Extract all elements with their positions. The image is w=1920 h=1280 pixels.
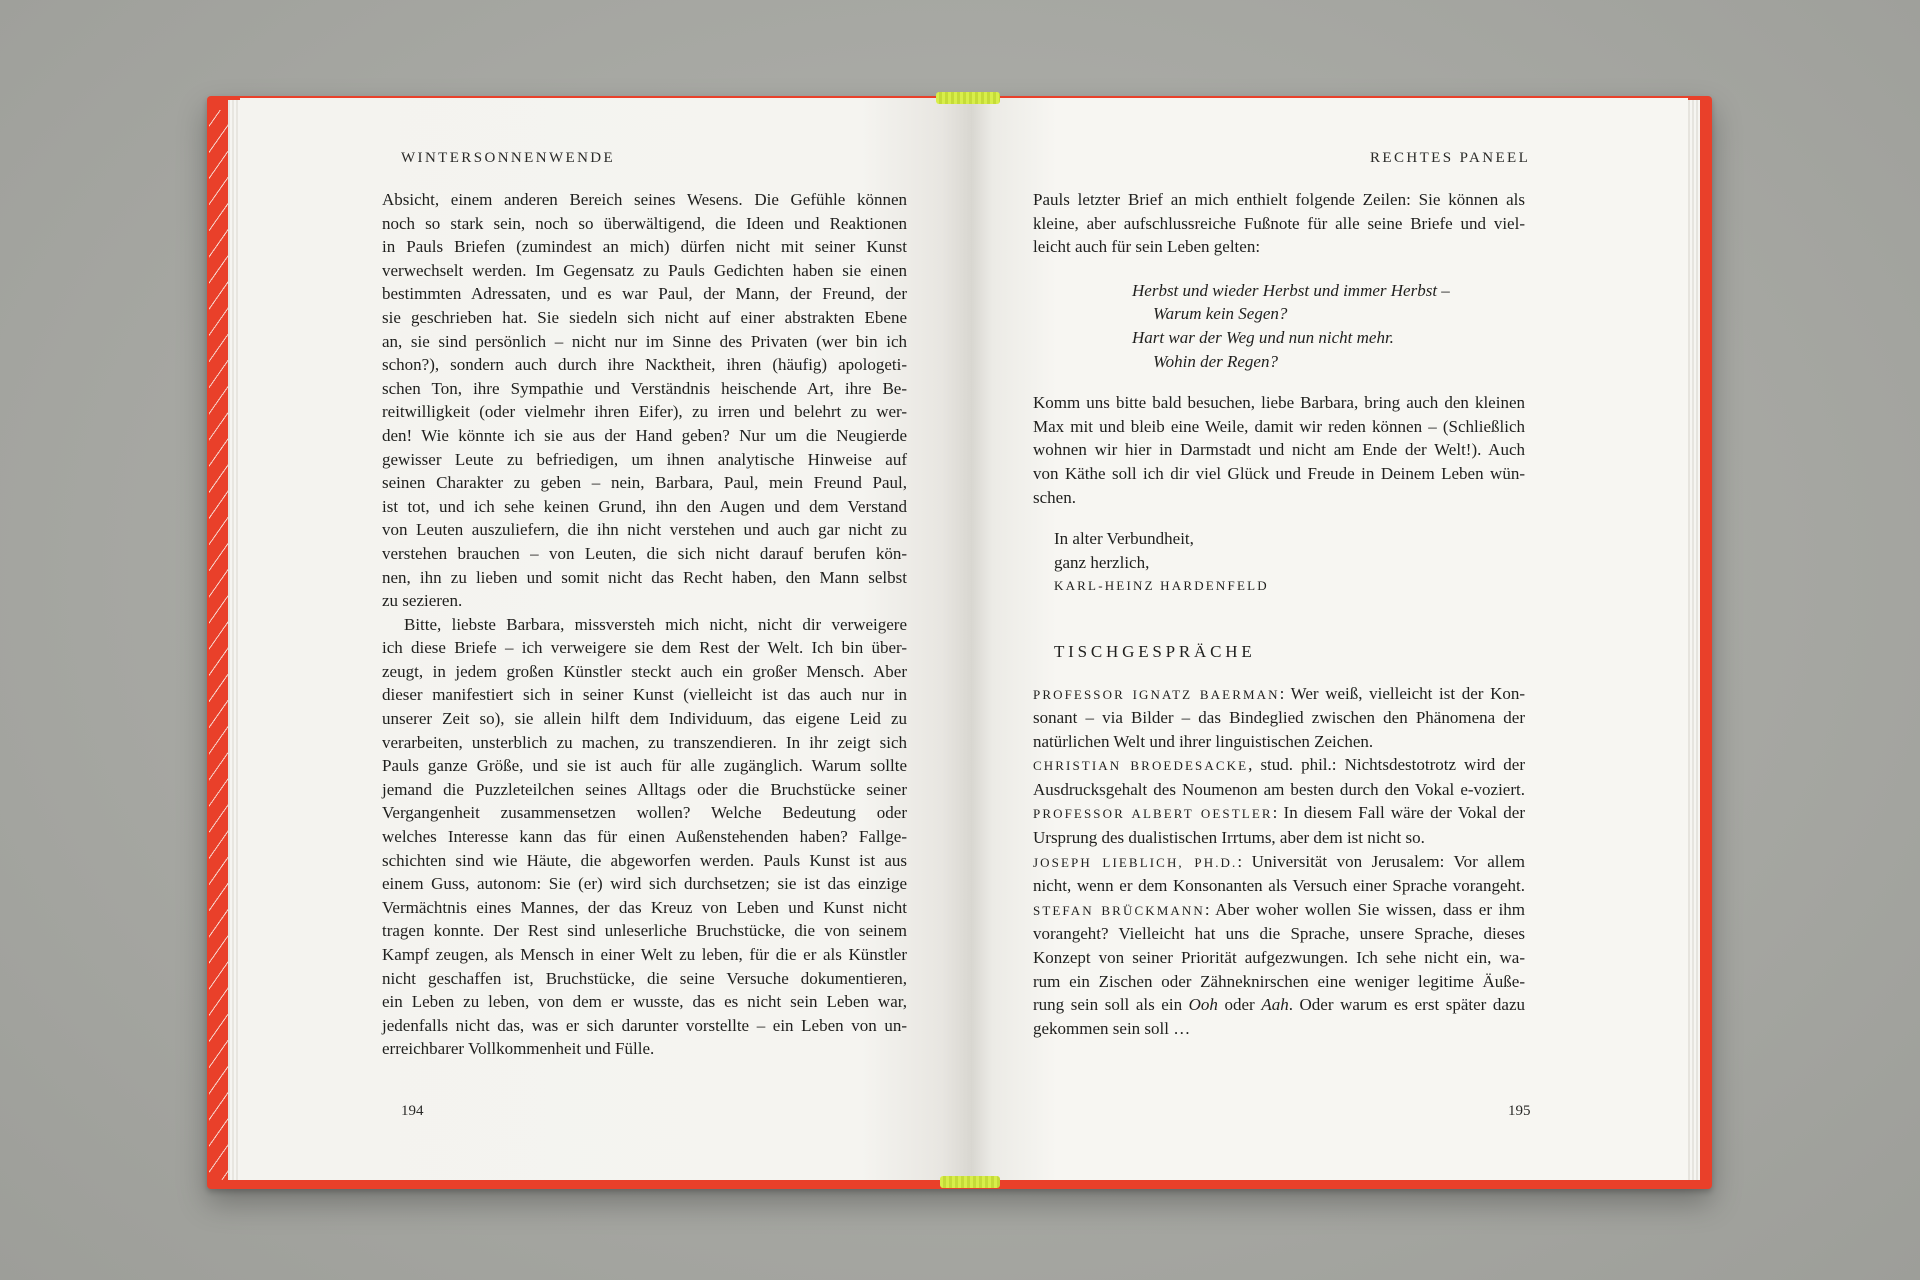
letter-signature: KARL-HEINZ HARDENFELD bbox=[1054, 578, 1269, 594]
text-line: Pauls letzter Brief an mich enthielt folgende Zeilen: Sie können als bbox=[1033, 190, 1525, 209]
text-line: verstehen brauchen – von Leuten, die sich nicht darauf berufen kön- bbox=[382, 543, 907, 563]
poem bbox=[1033, 279, 1525, 373]
text-line: welches Interesse kann das für einen Außenstehenden haben? Fallge- bbox=[382, 827, 907, 847]
text-line: leicht auch für sein Leben gelten: bbox=[1033, 237, 1261, 257]
text-line: jemand die Puzzleteilchen seines Alltags oder die Bruchstücke seiner bbox=[382, 779, 907, 799]
headband-bottom bbox=[940, 1176, 1000, 1188]
text-line: in Pauls Briefen (zumindest an mich) dürfen nicht mit seiner Kunst bbox=[382, 237, 907, 257]
text-line: einem Guss, autonom: Sie (er) wird sich durchsetzen; sie ist das einzige bbox=[382, 874, 907, 894]
text-line: schen. bbox=[1033, 487, 1076, 507]
left-body-text bbox=[382, 188, 907, 1061]
dialogue-line: PROFESSOR ALBERT OESTLER: In diesem Fall wäre der Vokal der bbox=[1033, 803, 1525, 823]
right-body-text bbox=[1033, 188, 1525, 1040]
dialogue-line: STEFAN BRÜCKMANN: Aber woher wollen Sie wissen, dass er ihm bbox=[1033, 899, 1525, 919]
poem-line: Hart war der Weg und nun nicht mehr. bbox=[1132, 327, 1394, 347]
text-line: Vergangenheit zusammensetzen wollen? Welche Bedeutung oder bbox=[382, 803, 907, 823]
dialogue-line: gekommen sein soll … bbox=[1033, 1018, 1191, 1038]
letter-closing bbox=[1033, 527, 1525, 598]
dialogue-line: PROFESSOR IGNATZ BAERMAN: Wer weiß, vielleicht ist der Kon- bbox=[1033, 683, 1526, 703]
right-page-number: 195 bbox=[1508, 1103, 1531, 1119]
text-line: ein Leben zu leben, von dem er wusste, das es nicht sein Leben war, bbox=[382, 992, 907, 1012]
text-line: Kampf zeugen, als Mensch in einer Welt zu leben, für die er als Künstler bbox=[382, 945, 907, 964]
speaker-name: JOSEPH LIEBLICH, PH.D. bbox=[1033, 854, 1238, 870]
speaker-name: STEFAN BRÜCKMANN bbox=[1033, 902, 1205, 918]
text-line: von Käthe soll ich dir viel Glück und Freude in Deinem Leben wün- bbox=[1033, 463, 1525, 483]
closing-line: In alter Verbundheit, bbox=[1054, 529, 1194, 549]
dialogue-line: Ausdrucksgehalt des Noumenon am besten durch den Vokal e-voziert. bbox=[1033, 779, 1525, 799]
text-line: den! Wie könnte ich sie aus der Hand geben? Nur um die Neugierde bbox=[382, 425, 907, 445]
closing-line: ganz herzlich, bbox=[1054, 552, 1150, 572]
dialogue-line: natürlichen Welt und ihrer linguistischen Zeichen. bbox=[1033, 731, 1374, 751]
text-line: schichten sind wie Häute, die abgeworfen werden. Pauls Kunst ist aus bbox=[382, 850, 907, 870]
section-title: TISCHGESPRÄCHE bbox=[1054, 641, 1256, 661]
text-line: schon?), sondern auch durch ihre Nacktheit, ihren (häufig) apologeti- bbox=[382, 355, 907, 375]
text-line: jedenfalls nicht das, was er sich darunter vorstellte – ein Leben von un- bbox=[382, 1015, 907, 1035]
text-line: kleine, aber aufschlussreiche Fußnote für alle seine Briefe und viel- bbox=[1033, 213, 1525, 233]
dialogue-line: rum ein Zischen oder Zähneknirschen eine weniger legitime Äuße- bbox=[1033, 971, 1525, 991]
text-line: Pauls ganze Größe, und sie ist auch für alle zugänglich. Warum sollte bbox=[382, 756, 907, 776]
text-line: erreichbarer Vollkommenheit und Fülle. bbox=[382, 1039, 655, 1059]
text-line: ist tot, und ich sehe keinen Grund, ihn den Augen und dem Verstand bbox=[382, 496, 907, 516]
text-line: verarbeiten, unsterblich zu machen, zu transzendieren. In ihr zeigt sich bbox=[382, 732, 907, 752]
dialogue-line: JOSEPH LIEBLICH, PH.D.: Universität von Jerusalem: Vor allem bbox=[1033, 851, 1525, 871]
dialogue-line: nicht, wenn er dem Konsonanten als Versuch einer Sprache vorangeht. bbox=[1033, 876, 1525, 896]
poem-line: Wohin der Regen? bbox=[1153, 351, 1278, 371]
text-line: an, sie sind persönlich – nicht nur im Sinne des Privaten (wer bin ich bbox=[382, 331, 907, 351]
text-line: bestimmten Adressaten, und es war Paul, der Mann, der Freund, der bbox=[382, 284, 907, 304]
speaker-name: PROFESSOR IGNATZ BAERMAN bbox=[1033, 686, 1280, 702]
dialogue-line: rung sein soll als ein Ooh oder Aah. Oder warum es erst später dazu bbox=[1033, 995, 1525, 1015]
headband-top bbox=[936, 92, 1000, 104]
text-line: Komm uns bitte bald besuchen, liebe Barbara, bring auch den kleinen bbox=[1033, 393, 1525, 413]
text-line: schen Ton, ihre Sympathie und Verständnis heischende Art, ihre Be- bbox=[382, 378, 907, 398]
left-running-head: WINTERSONNENWENDE bbox=[401, 150, 616, 166]
text-line: zeugt, in jedem großen Künstler steckt auch ein großer Mensch. Aber bbox=[382, 661, 907, 681]
speaker-name: CHRISTIAN BROEDESACKE bbox=[1033, 758, 1249, 774]
text-line: sie geschrieben hat. Sie siedeln sich nicht auf einer abstrakten Ebene bbox=[382, 307, 907, 327]
dialogue-line: sonant – via Bilder – das Bindeglied zwischen den Phänomena der bbox=[1033, 708, 1525, 728]
text-line: Absicht, einem anderen Bereich seines Wesens. Die Gefühle können bbox=[382, 190, 907, 209]
text-line: dieser manifestiert sich in seiner Kunst (vielleicht ist das auch nur in bbox=[382, 685, 907, 705]
text-line: gewisser Leute zu befriedigen, um ihnen analytische Hinweise auf bbox=[382, 449, 907, 469]
text-line: zu sezieren. bbox=[382, 591, 463, 611]
poem-line: Warum kein Segen? bbox=[1153, 304, 1288, 324]
text-line: nen, ihn zu lieben und somit nicht das Recht haben, den Mann selbst bbox=[382, 567, 907, 587]
text-line: noch so stark sein, noch so überwältigend, die Ideen und Reaktionen bbox=[382, 213, 907, 233]
right-running-head: RECHTES PANEEL bbox=[1370, 150, 1531, 166]
text-line: wohnen wir hier in Darmstadt und nicht am Ende der Welt!). Auch bbox=[1033, 440, 1525, 460]
text-line: Max mit und bleib eine Weile, damit wir reden können – (Schließlich bbox=[1033, 416, 1525, 436]
poem-line: Herbst und wieder Herbst und immer Herbst – bbox=[1132, 280, 1450, 300]
text-line: Vermächtnis eines Mannes, der das Kreuz von Leben und Kunst nicht bbox=[382, 897, 907, 917]
text-line: reitwilligkeit (oder vielmehr ihren Eifer), zu irren und belehrt zu wer- bbox=[382, 402, 907, 422]
dialogue-line: vorangeht? Vielleicht hat uns die Sprache, unsere Sprache, dieses bbox=[1033, 924, 1525, 944]
dialogue-line: Konzept von seiner Priorität aufgezwungen. Ich sehe nicht ein, wa- bbox=[1033, 948, 1525, 968]
text-line: nicht geschaffen ist, Bruchstücke, die seine Versuche dokumentieren, bbox=[382, 968, 907, 988]
speaker-name: PROFESSOR ALBERT OESTLER bbox=[1033, 806, 1273, 822]
text-line: tragen konnte. Der Rest sind unleserliche Bruchstücke, die von seinem bbox=[382, 921, 907, 941]
dialogue-line: CHRISTIAN BROEDESACKE, stud. phil.: Nichtsdestotrotz wird der bbox=[1033, 755, 1525, 775]
dialogue-line: Ursprung des dualistischen Irrtums, aber dem ist nicht so. bbox=[1033, 828, 1425, 848]
text-line: Bitte, liebste Barbara, missversteh mich nicht, nicht dir verweigere bbox=[404, 614, 907, 634]
text-line: unserer Zeit so), sie allein hilft dem Individuum, das eigene Leid zu bbox=[382, 709, 907, 729]
left-page-number: 194 bbox=[401, 1103, 424, 1119]
text-line: verwechselt werden. Im Gegensatz zu Pauls Gedichten haben sie einen bbox=[382, 260, 907, 280]
text-line: ich diese Briefe – ich verweigere sie dem Rest der Welt. Ich bin über- bbox=[382, 638, 907, 658]
text-line: seinen Charakter zu geben – nein, Barbara, Paul, mein Freund Paul, bbox=[382, 473, 907, 493]
text-line: von Leuten auszuliefern, die ihn nicht verstehen und auch gar nicht zu bbox=[382, 520, 907, 540]
